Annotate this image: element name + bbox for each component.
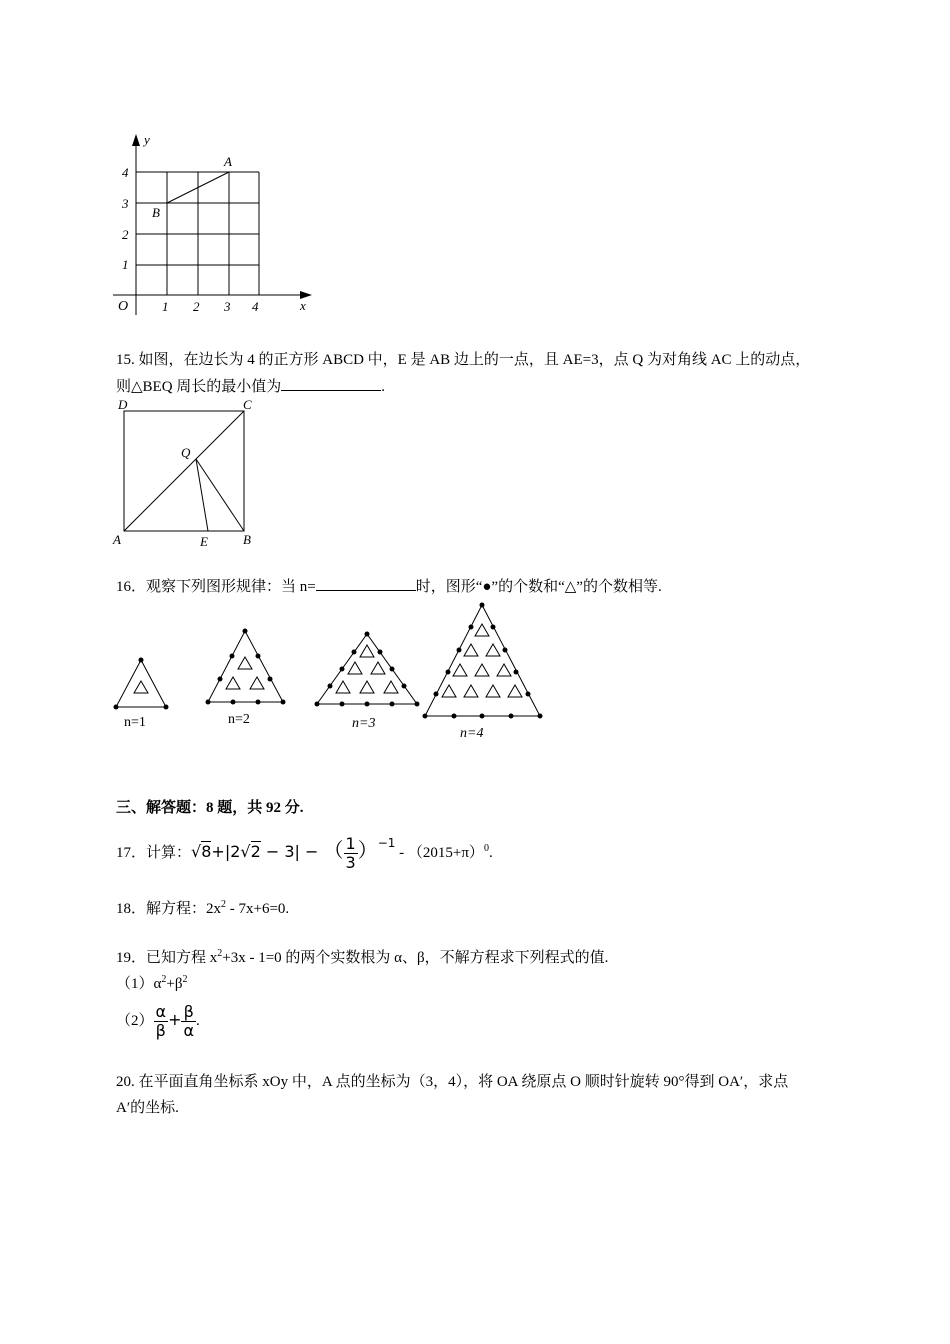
q16-answer-blank[interactable] (316, 576, 416, 591)
q19-sup: 2 (217, 948, 223, 959)
q19-prefix: 19．已知方程 x (116, 950, 218, 966)
sqrt-sign-icon: √ (191, 842, 202, 861)
q19-line (116, 948, 608, 968)
y-tick-2: 2 (122, 227, 129, 242)
square-label-q: Q (181, 445, 191, 460)
q15-line2-prefix: 则△BEQ 周长的最小值为 (116, 379, 282, 395)
q17-abs-b: 2 (250, 842, 261, 861)
q16-prefix: 16．观察下列图形规律：当 n= (116, 579, 316, 595)
q17-minus: − (299, 842, 324, 861)
q19-part2 (116, 1000, 200, 1040)
q18-prefix: 18．解方程：2x (116, 901, 222, 917)
q19-fraction-1 (154, 1003, 169, 1040)
q17-end: . (488, 845, 493, 861)
square-label-a: A (113, 532, 121, 547)
q19-p2-prefix: （2） (116, 1013, 154, 1029)
q20-line2: A′的坐标. (116, 1100, 179, 1116)
q19-suffix: +3x - 1=0 的两个实数根为 α、β，不解方程求下列程式的值. (222, 950, 609, 966)
q17-abs-c: − 3 (260, 842, 295, 861)
q19-p1-mid: +β (166, 976, 183, 992)
pattern-n2 (206, 629, 286, 705)
paren-right-icon: ） (357, 838, 378, 862)
q15-line2 (116, 376, 385, 397)
square-label-e: E (200, 534, 208, 549)
q19-f1-den: β (155, 1021, 166, 1041)
paren-left-icon: （ (323, 838, 344, 862)
label-n3: n=3 (352, 716, 376, 731)
square-label-b: B (243, 532, 251, 547)
q19-part1 (116, 974, 187, 994)
q15-line2-suffix: . (381, 379, 386, 395)
pattern-n3 (315, 632, 420, 707)
q18-suffix: - 7x+6=0. (226, 901, 290, 917)
q17-frac-num: 1 (345, 834, 356, 854)
x-tick-4: 4 (252, 299, 259, 314)
q16-suffix: 时，图形“●”的个数和“△”的个数相等. (415, 579, 662, 595)
q17-line (116, 832, 493, 873)
q17-exp: −1 (377, 836, 396, 850)
sqrt-sign-icon: √ (240, 842, 251, 861)
pattern-n1 (114, 658, 169, 710)
point-a-label: A (224, 154, 232, 169)
section3-heading: 三、解答题：8 题，共 92 分. (116, 800, 304, 816)
q16-line (116, 576, 662, 597)
q17-fraction (344, 835, 358, 872)
q17-abs-a: 2 (230, 842, 241, 861)
q17-tail-exp: 0 (483, 843, 489, 854)
q17-sqrt8: 8 (201, 842, 212, 861)
q15-line1: 15. 如图，在边长为 4 的正方形 ABCD 中，E 是 AB 边上的一点，且 AE=3，点 Q 为对角线 AC 上的动点， (116, 352, 811, 368)
q19-p1-sup2: 2 (182, 974, 188, 985)
q15-answer-blank[interactable] (281, 376, 381, 391)
abs-bar-left-icon: | (224, 842, 231, 861)
q17-frac-den: 3 (345, 853, 356, 873)
q18-sup: 2 (221, 899, 227, 910)
q17-prefix: 17．计算： (116, 845, 192, 861)
y-tick-4: 4 (122, 165, 129, 180)
square-label-d: D (118, 397, 128, 412)
triangle-pattern-figures (108, 600, 548, 745)
q19-f1-num: α (155, 1002, 167, 1022)
q19-f2-den: α (183, 1021, 195, 1041)
y-axis-label: y (144, 132, 150, 147)
x-tick-2: 2 (193, 299, 200, 314)
label-n1: n=1 (124, 715, 146, 730)
square-figure (108, 396, 268, 552)
x-tick-1: 1 (162, 299, 169, 314)
x-tick-3: 3 (224, 299, 231, 314)
pattern-n4 (423, 603, 543, 719)
y-tick-3: 3 (122, 196, 129, 211)
abs-bar-right-icon: | (294, 842, 300, 861)
q19-p2-plus: + (168, 1010, 182, 1029)
q17-tail: - （2015+π） (395, 845, 484, 861)
x-axis-label: x (300, 298, 306, 313)
origin-label: O (118, 299, 129, 314)
q20-line1: 20. 在平面直角坐标系 xOy 中，A 点的坐标为（3，4），将 OA 绕原点 O 顺时针旋转 90°得到 OA′，求点 (116, 1074, 789, 1090)
q19-p2-end: . (196, 1013, 200, 1029)
point-b-label: B (152, 205, 160, 220)
q19-fraction-2 (181, 1003, 196, 1040)
square-label-c: C (243, 397, 252, 412)
q19-f2-num: β (181, 1003, 196, 1022)
q19-p1-sup1: 2 (161, 974, 167, 985)
y-tick-1: 1 (122, 257, 129, 272)
label-n2: n=2 (228, 712, 250, 727)
label-n4: n=4 (460, 726, 484, 741)
coordinate-grid-figure (108, 130, 318, 320)
q19-p1-prefix: （1）α (116, 976, 162, 992)
q18-line (116, 899, 289, 919)
q17-plus: + (211, 842, 225, 861)
